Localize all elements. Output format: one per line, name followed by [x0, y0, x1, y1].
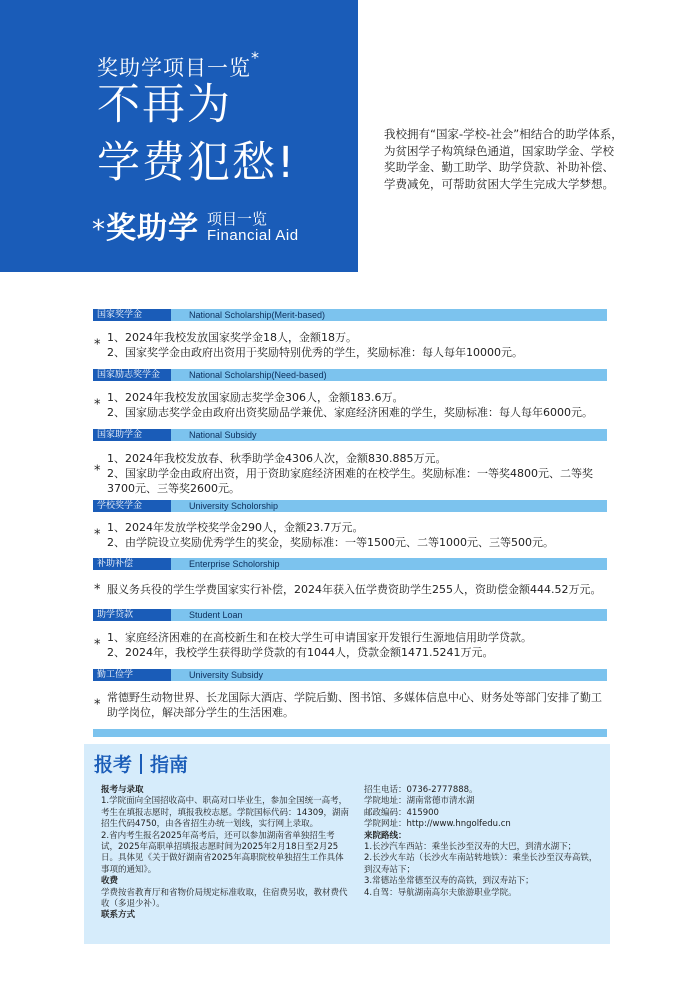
section-line: 2、国家奖学金由政府出资用于奖励特别优秀的学生，奖励标准：每人每年10000元。 [107, 346, 523, 359]
asterisk-icon: * [94, 337, 101, 353]
section-line: 2、国家励志奖学金由政府出资奖励品学兼优、家庭经济困难的学生，奖励标准：每人每年6000元。 [107, 406, 593, 419]
contact-website: 学院网址：http://www.hngolfedu.cn [364, 819, 511, 830]
asterisk-icon: * [94, 582, 101, 597]
section-footer-bar [93, 729, 607, 737]
section-body [93, 321, 607, 369]
section-header [93, 609, 607, 621]
heading-fee: 收费 [101, 876, 119, 887]
section-header [93, 500, 607, 512]
title-divider [140, 754, 142, 774]
brand-caption [207, 212, 299, 244]
admission-guide-panel [84, 744, 610, 944]
guide-left-column [101, 785, 351, 922]
asterisk-icon: * [92, 214, 106, 245]
section-line: 2、由学院设立奖励优秀学生的奖金，奖励标准：一等1500元、二等1000元、三等500元。 [107, 536, 554, 549]
section-tag: 学校奖学金 [93, 500, 171, 512]
route-item: 3.常德站坐常德至汉寿的高铁，到汉寿站下； [364, 876, 534, 887]
headline-line-2: 学费犯愁! [97, 138, 297, 188]
section-line: 2、2024年，我校学生获得助学贷款的有1044人，贷款金额1471.5241万元。 [107, 646, 494, 659]
section-tag: 国家励志奖学金 [93, 369, 171, 381]
section-work-study [93, 669, 607, 737]
brand-main [92, 210, 199, 246]
contact-phone: 招生电话：0736-2777888。 [364, 785, 478, 795]
brand-block [92, 212, 299, 244]
section-national-subsidy [93, 429, 607, 500]
asterisk-icon: * [94, 697, 101, 713]
section-line: 1、2024年发放学校奖学金290人，金额23.7万元。 [107, 521, 364, 534]
section-body [93, 681, 607, 729]
section-tag: 补助补偿 [93, 558, 171, 570]
section-line: 服义务兵役的学生学费国家实行补偿，2024年获入伍学费资助学生255人，资助偿金额444.52万元。 [107, 583, 602, 596]
section-line: 常德野生动物世界、长龙国际大酒店、学院后勤、图书馆、多媒体信息中心、财务处等部门安排了勤工助学岗位，解决部分学生的生活困难。 [107, 691, 602, 719]
section-line: 1、2024年我校发放国家励志奖学金306人，金额183.6万。 [107, 391, 404, 404]
section-header [93, 369, 607, 381]
intro-paragraph: 我校拥有“国家-学校-社会”相结合的助学体系，为贫困学子构筑绿色通道，国家助学金、学校奖助学金、勤工助学、助学贷款、补助补偿、学费减免，可帮助贫困大学生完成大学梦想。 [384, 127, 623, 192]
section-line: 1、家庭经济困难的在高校新生和在校大学生可申请国家开发银行生源地信用助学贷款。 [107, 631, 532, 644]
route-item: 1.长沙汽车西站：乘坐长沙至汉寿的大巴，到清水湖下； [364, 842, 577, 853]
banner-subtitle-text: 奖助学项目一览 [97, 56, 251, 80]
contact-postcode: 邮政编码：415900 [364, 807, 439, 818]
section-header [93, 309, 607, 321]
guide-title [94, 750, 188, 777]
section-body [93, 570, 607, 609]
header-banner [0, 0, 358, 272]
section-compensation [93, 558, 607, 609]
section-national-scholarship [93, 309, 607, 369]
section-line: 1、2024年我校发放春、秋季助学金4306人次，金额830.885万元。 [107, 452, 447, 465]
heading-route: 来院路线： [364, 830, 407, 841]
aid-sections [93, 309, 607, 737]
section-english: Enterprise Scholorship [189, 559, 280, 569]
guide-title-part-2: 指南 [150, 754, 189, 776]
asterisk-icon: * [94, 397, 101, 413]
section-national-encouragement [93, 369, 607, 429]
section-body [93, 441, 607, 500]
banner-subtitle [97, 48, 260, 82]
section-tag: 勤工俭学 [93, 669, 171, 681]
guide-title-part-1: 报考 [94, 754, 133, 776]
asterisk-icon: * [94, 637, 101, 653]
admission-paragraph-1: 1.学院面向全国招收高中、职高对口毕业生，参加全国统一高考，考生在填报志愿时，填报我校志愿。学院国标代码：14309，湖南招生代码4750，由各省招生办统一划线，实行网上录取。 [101, 796, 350, 830]
section-tag: 国家奖学金 [93, 309, 171, 321]
brand-caption-en: Financial Aid [207, 226, 299, 244]
section-line: 1、2024年我校发放国家奖学金18人，金额18万。 [107, 331, 357, 344]
section-header [93, 429, 607, 441]
route-item: 4.自驾：导航湖南高尔夫旅游职业学院。 [364, 887, 517, 898]
section-english: University Subsidy [189, 670, 264, 680]
guide-right-column [364, 785, 604, 899]
asterisk-icon: * [94, 527, 101, 543]
section-body [93, 621, 607, 669]
section-tag: 国家助学金 [93, 429, 171, 441]
section-english: National Scholarship(Need-based) [189, 370, 327, 380]
section-university-scholarship [93, 500, 607, 558]
route-item: 2.长沙火车站（长沙火车南站转地铁）：乘坐长沙至汉寿高铁，到汉寿站下； [364, 853, 598, 875]
admission-paragraph-2: 2.省内考生报名2025年高考后，还可以参加湖南省单独招生考试，2025年高职单招填报志愿时间为2025年2月18日至2月25日。具体见《关于做好湖南省2025年高职院校单独招生工作具体事项的通知》。 [101, 830, 344, 875]
fee-paragraph: 学费按省教育厅和省物价局规定标准收取，住宿费另收，教材费代收（多退少补）。 [101, 887, 348, 910]
heading-admission: 报考与录取 [101, 785, 144, 795]
section-tag: 助学贷款 [93, 609, 171, 621]
section-student-loan [93, 609, 607, 669]
section-body [93, 512, 607, 558]
section-english: National Subsidy [189, 430, 257, 440]
heading-contact: 联系方式 [101, 910, 136, 921]
section-body [93, 381, 607, 429]
section-english: National Scholarship(Merit-based) [189, 310, 326, 320]
brand-main-text: 奖助学 [106, 210, 199, 246]
contact-address: 学院地址：湖南常德市清水湖 [364, 796, 475, 807]
asterisk-icon: * [251, 48, 260, 67]
section-line: 2、国家助学金由政府出资，用于资助家庭经济困难的在校学生。奖励标准：一等奖4800元、二等奖3700元、三等奖2600元。 [107, 467, 593, 495]
brand-caption-cn: 项目一览 [207, 210, 268, 228]
section-header [93, 558, 607, 570]
headline-line-1: 不再为 [97, 80, 232, 130]
asterisk-icon: * [94, 463, 101, 478]
section-english: University Scholorship [189, 501, 279, 511]
section-english: Student Loan [189, 610, 243, 620]
section-header [93, 669, 607, 681]
